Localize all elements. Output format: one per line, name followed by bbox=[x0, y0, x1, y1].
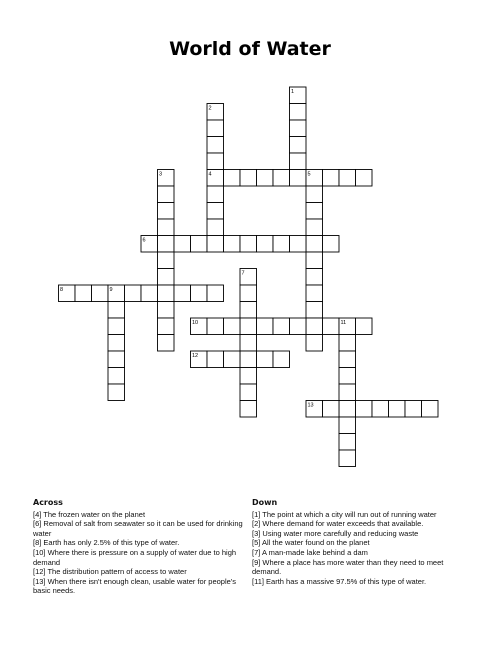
grid-cell[interactable] bbox=[240, 236, 257, 253]
grid-cell[interactable] bbox=[207, 153, 224, 170]
grid-cell[interactable] bbox=[108, 302, 125, 319]
across-heading: Across bbox=[33, 498, 63, 507]
clue-text: Where there is pressure on a supply of water due to high demand bbox=[33, 547, 237, 567]
clue-number: [7] bbox=[252, 547, 261, 557]
grid-cell[interactable] bbox=[306, 236, 323, 253]
grid-cell[interactable] bbox=[372, 401, 389, 418]
grid-cell[interactable] bbox=[306, 269, 323, 286]
grid-cell[interactable] bbox=[92, 285, 109, 302]
grid-cell[interactable] bbox=[158, 302, 175, 319]
grid-cell[interactable] bbox=[108, 351, 125, 368]
down-clue bbox=[252, 558, 470, 577]
grid-cell[interactable] bbox=[323, 401, 340, 418]
grid-cell[interactable] bbox=[306, 285, 323, 302]
grid-cell[interactable] bbox=[224, 318, 241, 335]
across-clue bbox=[33, 577, 245, 596]
grid-cell[interactable] bbox=[240, 170, 257, 187]
clue-number-label: 9 bbox=[109, 287, 113, 293]
clue-number-label: 12 bbox=[192, 353, 199, 359]
clue-number: [5] bbox=[252, 538, 261, 548]
grid-cell[interactable] bbox=[158, 318, 175, 335]
clue-text: Earth has a massive 97.5% of this type of water. bbox=[263, 576, 427, 586]
grid-cell[interactable] bbox=[323, 318, 340, 335]
down-clue bbox=[252, 510, 470, 520]
across-clue-list bbox=[33, 510, 245, 596]
grid-cell[interactable] bbox=[207, 351, 224, 368]
grid-cell[interactable] bbox=[158, 186, 175, 203]
grid-cell[interactable] bbox=[323, 170, 340, 187]
grid-cell[interactable] bbox=[339, 450, 356, 467]
grid-cell[interactable] bbox=[290, 318, 307, 335]
grid-cell[interactable] bbox=[207, 285, 224, 302]
down-heading: Down bbox=[252, 498, 278, 507]
grid-cell[interactable] bbox=[290, 236, 307, 253]
grid-cell[interactable] bbox=[108, 318, 125, 335]
grid-cell[interactable] bbox=[356, 318, 373, 335]
grid-cell[interactable] bbox=[158, 219, 175, 236]
grid-cell[interactable] bbox=[224, 236, 241, 253]
grid-cell[interactable] bbox=[207, 120, 224, 137]
grid-cell[interactable] bbox=[273, 351, 290, 368]
clue-number-label: 2 bbox=[208, 105, 212, 112]
grid-cell[interactable] bbox=[306, 302, 323, 319]
grid-cell[interactable] bbox=[158, 203, 175, 220]
across-clue bbox=[33, 538, 245, 548]
grid-cell[interactable] bbox=[339, 401, 356, 418]
grid-cell[interactable] bbox=[339, 368, 356, 385]
grid-cell[interactable] bbox=[339, 417, 356, 434]
clue-number: [1] bbox=[252, 509, 261, 519]
grid-cell[interactable] bbox=[306, 252, 323, 269]
grid-cell[interactable] bbox=[389, 401, 406, 418]
grid-cell[interactable] bbox=[323, 236, 340, 253]
grid-cell[interactable] bbox=[339, 384, 356, 401]
clue-text: Where demand for water exceeds that available. bbox=[260, 519, 424, 529]
clue-number-label: 10 bbox=[192, 320, 199, 326]
across-clue bbox=[33, 510, 245, 520]
grid-cell[interactable] bbox=[273, 236, 290, 253]
clue-number: [10] bbox=[33, 547, 46, 557]
grid-cell[interactable] bbox=[257, 351, 274, 368]
grid-cell[interactable] bbox=[158, 252, 175, 269]
clue-text: The point at which a city will run out of running water bbox=[260, 509, 437, 519]
grid-cell[interactable] bbox=[356, 401, 373, 418]
grid-cell[interactable] bbox=[240, 384, 257, 401]
grid-cell[interactable] bbox=[240, 302, 257, 319]
clue-text: Removal of salt from seawater so it can be used for drinking water bbox=[33, 519, 243, 538]
clue-text: Where a place has more water than they need to meet demand. bbox=[252, 557, 444, 577]
grid-cell[interactable] bbox=[273, 170, 290, 187]
grid-cell[interactable] bbox=[306, 318, 323, 335]
across-clue bbox=[33, 548, 245, 567]
grid-cell[interactable] bbox=[339, 335, 356, 352]
clue-number-label: 6 bbox=[142, 237, 146, 244]
grid-cell[interactable] bbox=[158, 236, 175, 253]
grid-cell[interactable] bbox=[405, 401, 422, 418]
down-clue bbox=[252, 538, 470, 548]
grid-cell[interactable] bbox=[306, 335, 323, 352]
clue-text: When there isn't enough clean, usable water for people's basic needs. bbox=[33, 576, 236, 596]
grid-cell[interactable] bbox=[356, 170, 373, 187]
grid-cell[interactable] bbox=[290, 170, 307, 187]
grid-cell[interactable] bbox=[207, 219, 224, 236]
clue-number-label: 13 bbox=[307, 402, 314, 409]
grid-cell[interactable] bbox=[191, 236, 208, 253]
across-clue bbox=[33, 567, 245, 577]
grid-cell[interactable] bbox=[240, 351, 257, 368]
grid-cell[interactable] bbox=[158, 285, 175, 302]
down-clue bbox=[252, 577, 470, 587]
clue-number-label: 11 bbox=[340, 320, 347, 326]
clue-number: [13] bbox=[33, 576, 46, 586]
clue-number-label: 3 bbox=[159, 171, 163, 178]
clue-number: [3] bbox=[252, 528, 261, 538]
grid-cell[interactable] bbox=[191, 285, 208, 302]
grid-cell[interactable] bbox=[224, 170, 241, 187]
clue-number: [11] bbox=[252, 576, 264, 586]
clue-number-label: 1 bbox=[291, 89, 295, 95]
grid-cell[interactable] bbox=[306, 203, 323, 220]
clue-number-label: 4 bbox=[208, 171, 212, 178]
grid-cell[interactable] bbox=[207, 186, 224, 203]
grid-cell[interactable] bbox=[174, 285, 191, 302]
clue-number: [12] bbox=[33, 567, 46, 577]
grid-cell[interactable] bbox=[224, 351, 241, 368]
grid-cell[interactable] bbox=[240, 368, 257, 385]
down-clues bbox=[252, 498, 470, 586]
grid-cell[interactable] bbox=[339, 434, 356, 451]
grid-cell[interactable] bbox=[339, 170, 356, 187]
clue-number: [2] bbox=[252, 519, 261, 529]
grid-cell[interactable] bbox=[240, 335, 257, 352]
clue-number: [9] bbox=[252, 557, 261, 567]
grid-cell[interactable] bbox=[290, 153, 307, 170]
down-clue bbox=[252, 519, 470, 529]
down-clue bbox=[252, 529, 470, 539]
grid-cell[interactable] bbox=[108, 384, 125, 401]
clue-text: The frozen water on the planet bbox=[41, 509, 146, 519]
grid-cell[interactable] bbox=[257, 170, 274, 187]
clue-text: The distribution pattern of access to water bbox=[45, 567, 187, 577]
grid-cell[interactable] bbox=[290, 137, 307, 154]
puzzle-title: World of Water bbox=[169, 38, 331, 60]
grid-cell[interactable] bbox=[158, 335, 175, 352]
grid-cell[interactable] bbox=[174, 236, 191, 253]
grid-cell[interactable] bbox=[108, 368, 125, 385]
grid-cell[interactable] bbox=[207, 318, 224, 335]
grid-cell[interactable] bbox=[257, 236, 274, 253]
clue-number: [6] bbox=[33, 519, 42, 529]
grid-cell[interactable] bbox=[240, 401, 257, 418]
grid-cell[interactable] bbox=[125, 285, 142, 302]
clue-number: [4] bbox=[33, 509, 42, 519]
grid-cell[interactable] bbox=[207, 236, 224, 253]
grid-cell[interactable] bbox=[339, 351, 356, 368]
grid-cell[interactable] bbox=[306, 219, 323, 236]
grid-cell[interactable] bbox=[257, 318, 274, 335]
clue-text: Earth has only 2.5% of this type of water. bbox=[41, 538, 180, 548]
grid-cell[interactable] bbox=[75, 285, 92, 302]
clue-number: [8] bbox=[33, 538, 42, 548]
grid-cell[interactable] bbox=[422, 401, 439, 418]
clue-text: A man-made lake behind a dam bbox=[260, 547, 368, 557]
clue-number-label: 7 bbox=[241, 270, 245, 277]
grid-cell[interactable] bbox=[108, 335, 125, 352]
across-clue bbox=[33, 519, 245, 538]
grid-cell[interactable] bbox=[306, 186, 323, 203]
grid-cell[interactable] bbox=[290, 104, 307, 121]
grid-cell[interactable] bbox=[158, 269, 175, 286]
grid-cell[interactable] bbox=[207, 137, 224, 154]
grid-cell[interactable] bbox=[240, 318, 257, 335]
grid-cell[interactable] bbox=[290, 120, 307, 137]
down-clue bbox=[252, 548, 470, 558]
clue-text: Using water more carefully and reducing waste bbox=[260, 528, 419, 538]
down-clue-list bbox=[252, 510, 470, 587]
across-clues bbox=[33, 498, 245, 596]
clue-text: All the water found on the planet bbox=[260, 538, 370, 548]
grid-cell[interactable] bbox=[240, 285, 257, 302]
grid-cell[interactable] bbox=[273, 318, 290, 335]
grid-cell[interactable] bbox=[141, 285, 158, 302]
clue-number-label: 8 bbox=[60, 287, 64, 293]
clue-number-label: 5 bbox=[307, 171, 311, 178]
grid-cell[interactable] bbox=[207, 203, 224, 220]
